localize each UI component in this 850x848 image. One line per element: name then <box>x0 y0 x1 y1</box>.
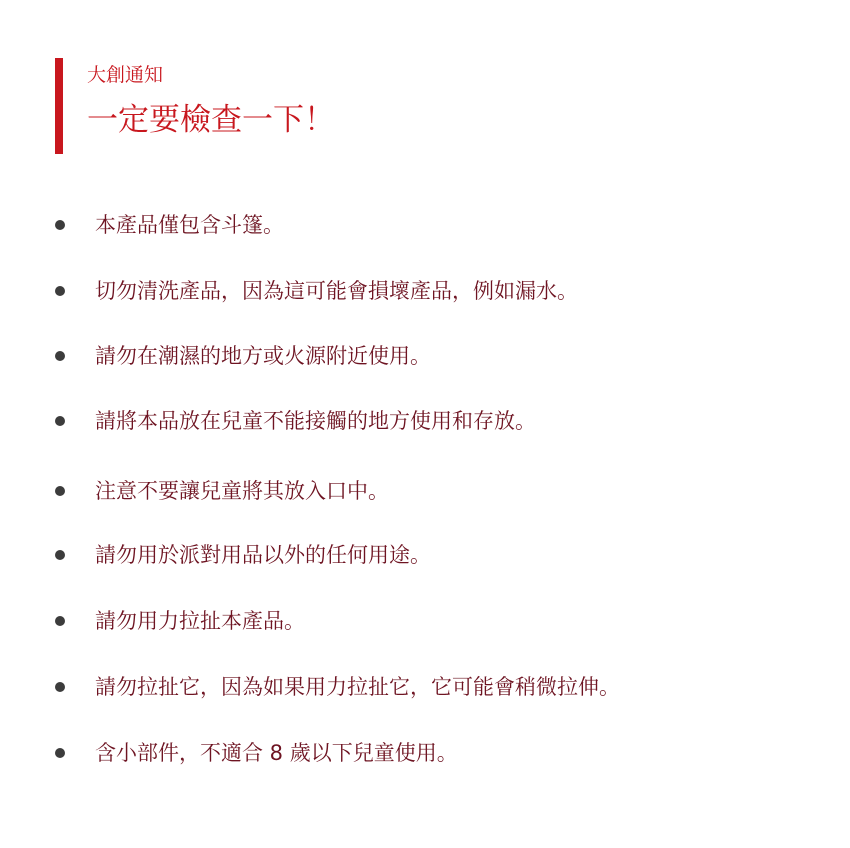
notice-eyebrow: 大創通知 <box>87 64 164 86</box>
notice-header <box>55 58 335 154</box>
list-item <box>55 339 835 373</box>
bullet-icon <box>55 550 65 560</box>
bullet-icon <box>55 416 65 426</box>
list-item-text: 請勿用於派對用品以外的任何用途。 <box>95 543 431 567</box>
bullet-icon <box>55 486 65 496</box>
list-item <box>55 538 835 572</box>
bullet-icon <box>55 682 65 692</box>
list-item <box>55 604 835 638</box>
list-item-text: 含小部件，不適合 8 歲以下兒童使用。 <box>95 741 458 765</box>
list-item <box>55 208 835 242</box>
bullet-icon <box>55 351 65 361</box>
bullet-icon <box>55 748 65 758</box>
list-item <box>55 404 835 438</box>
list-item-text: 本產品僅包含斗篷。 <box>95 213 284 237</box>
list-item-text: 切勿清洗產品，因為這可能會損壞產品，例如漏水。 <box>95 279 578 303</box>
list-item-text: 請將本品放在兒童不能接觸的地方使用和存放。 <box>95 409 536 433</box>
list-item <box>55 474 835 508</box>
list-item-text: 注意不要讓兒童將其放入口中。 <box>95 479 389 503</box>
list-item <box>55 274 835 308</box>
list-item <box>55 736 835 770</box>
list-item <box>55 670 835 704</box>
bullet-icon <box>55 616 65 626</box>
list-item-text: 請勿用力拉扯本產品。 <box>95 609 305 633</box>
list-item-text: 請勿拉扯它，因為如果用力拉扯它，它可能會稍微拉伸。 <box>95 675 620 699</box>
bullet-icon <box>55 286 65 296</box>
bullet-icon <box>55 220 65 230</box>
list-item-text: 請勿在潮濕的地方或火源附近使用。 <box>95 344 431 368</box>
page-title: 一定要檢查一下！ <box>87 102 335 138</box>
